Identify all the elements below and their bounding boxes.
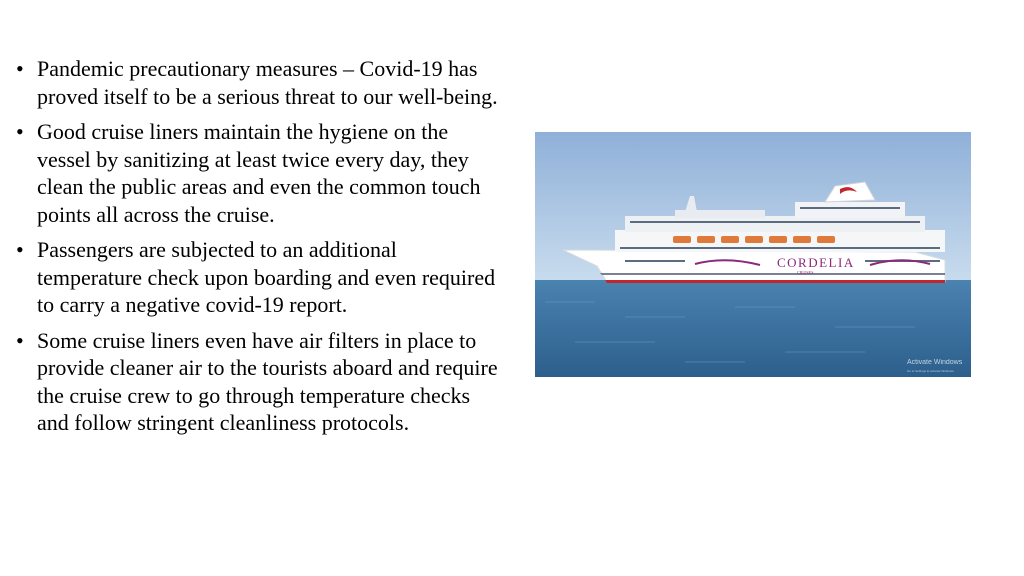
cruise-ship-photo xyxy=(535,132,971,377)
bullet-item xyxy=(16,55,501,110)
ship-name: CORDELIA xyxy=(777,255,855,270)
bullet-list xyxy=(16,55,501,445)
sea xyxy=(535,280,971,377)
bullet-item xyxy=(16,236,501,319)
bullet-marker: • xyxy=(16,56,24,81)
watermark-line2: Go to Settings to activate Windows. xyxy=(907,369,955,373)
bullet-item xyxy=(16,118,501,228)
bullet-text: Good cruise liners maintain the hygiene on the vessel by sanitizing at least twice every day, they clean the public areas and even the common touch points all across the cruise. xyxy=(37,119,481,227)
bullet-marker: • xyxy=(16,327,24,353)
bullet-text: Pandemic precautionary measures – Covid-19 has proved itself to be a serious threat to our well-being. xyxy=(37,56,498,109)
cruise-ship-image xyxy=(535,132,971,377)
bullet-marker: • xyxy=(16,237,24,262)
ship-subtitle: CRUISES xyxy=(797,270,814,275)
bullet-text: Passengers are subjected to an additional temperature check upon boarding and even required to carry a negative covid-19 report. xyxy=(37,237,496,317)
bullet-text: Some cruise liners even have air filters in place to provide cleaner air to the tourists aboard and require the cruise crew to go through temperature checks and follow stringent cleanliness protocols. xyxy=(37,327,498,435)
watermark-line1: Activate Windows xyxy=(907,359,963,366)
bullet-item xyxy=(16,327,501,437)
bullet-marker: • xyxy=(16,119,24,144)
